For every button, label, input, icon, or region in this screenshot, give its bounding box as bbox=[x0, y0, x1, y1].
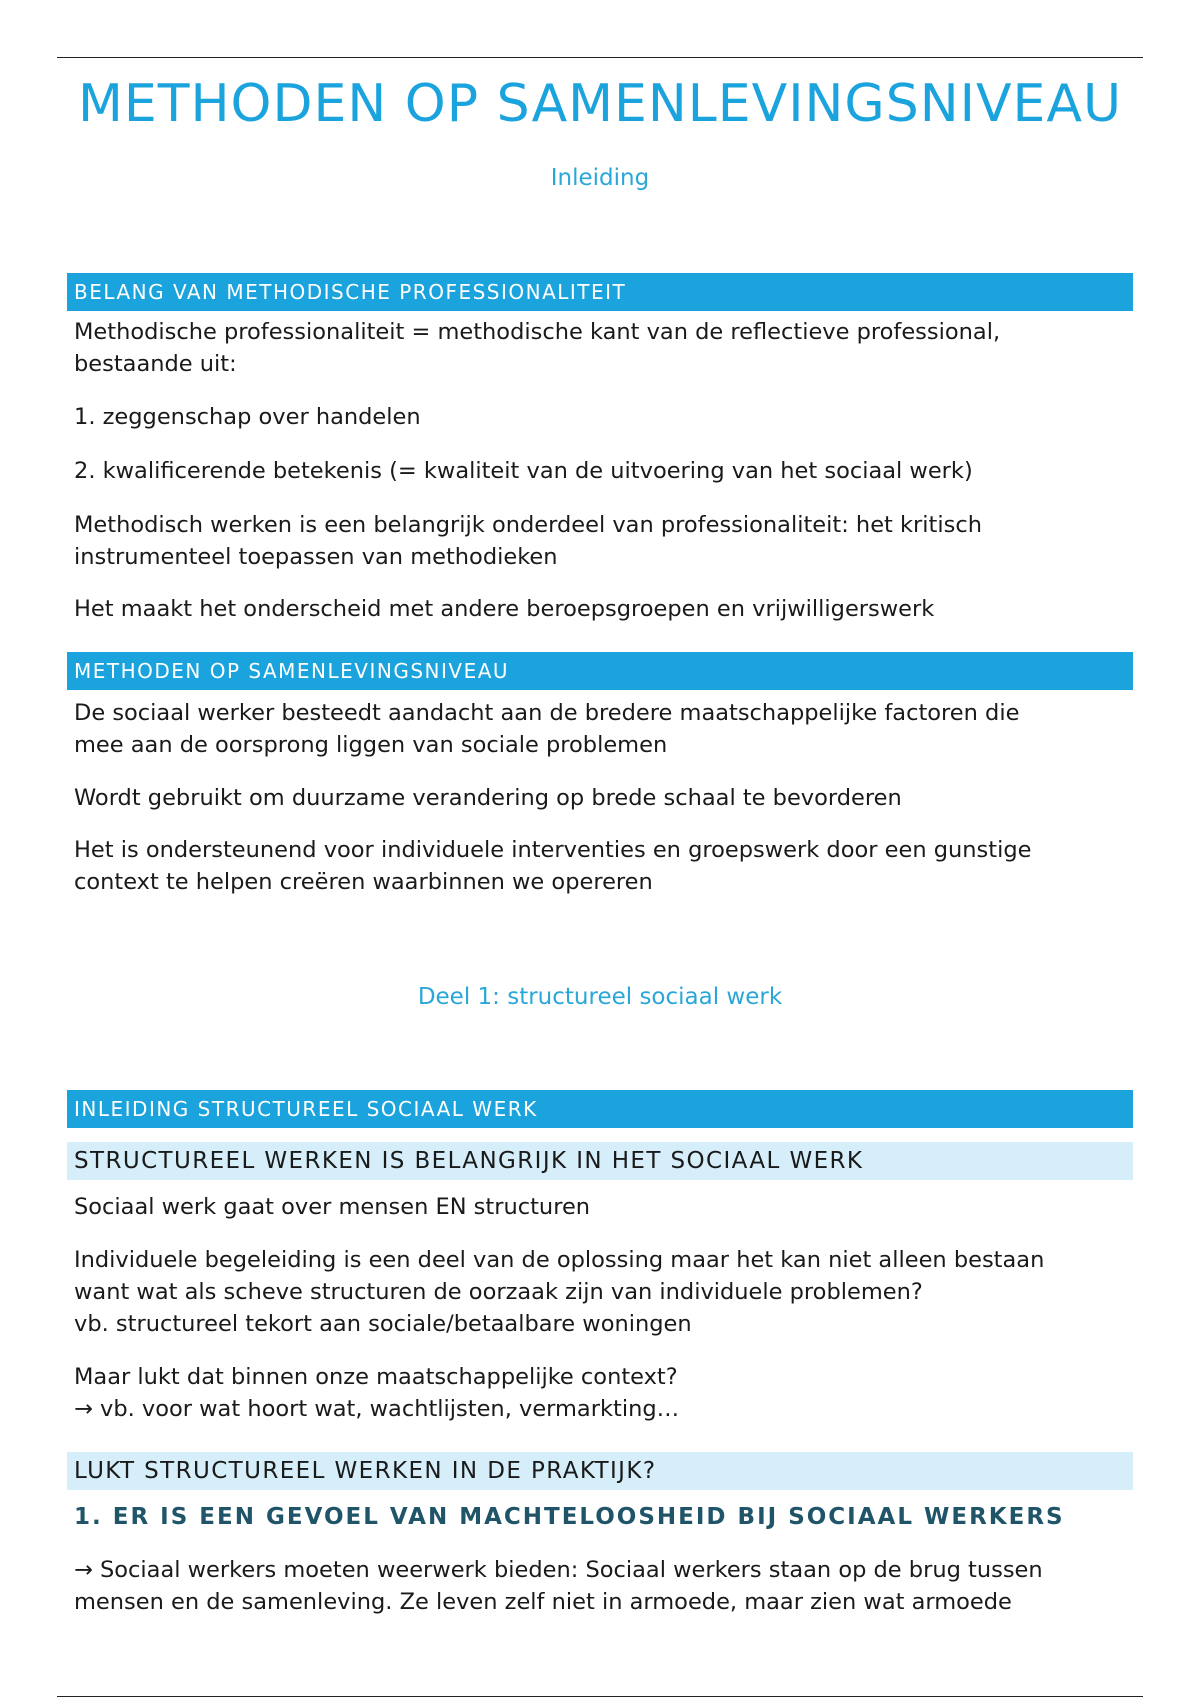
paragraph-line: Individuele begeleiding is een deel van de oplossing maar het kan niet alleen bestaan bbox=[74, 1247, 1045, 1273]
section-heading-belang: BELANG VAN METHODISCHE PROFESSIONALITEIT bbox=[67, 273, 1133, 311]
paragraph-line: Het is ondersteunend voor individuele interventies en groepswerk door een gunstige bbox=[74, 837, 1032, 863]
subsection-heading: LUKT STRUCTUREEL WERKEN IN DE PRAKTIJK? bbox=[67, 1452, 1133, 1490]
paragraph-line: context te helpen creëren waarbinnen we opereren bbox=[74, 869, 653, 895]
paragraph-line: mensen en de samenleving. Ze leven zelf niet in armoede, maar zien wat armoede bbox=[74, 1589, 1012, 1615]
paragraph-line: Het maakt het onderscheid met andere beroepsgroepen en vrijwilligerswerk bbox=[74, 596, 935, 622]
section-heading-methoden: METHODEN OP SAMENLEVINGSNIVEAU bbox=[67, 652, 1133, 690]
paragraph-line: Wordt gebruikt om duurzame verandering op brede schaal te bevorderen bbox=[74, 785, 902, 811]
paragraph-line: → vb. voor wat hoort wat, wachtlijsten, vermarkting… bbox=[74, 1396, 680, 1422]
list-item: 1. zeggenschap over handelen bbox=[74, 404, 421, 430]
paragraph-line: Methodisch werken is een belangrijk onderdeel van professionaliteit: het kritisch bbox=[74, 512, 982, 538]
part-title: Deel 1: structureel sociaal werk bbox=[417, 984, 783, 1010]
paragraph-line: Maar lukt dat binnen onze maatschappelijke context? bbox=[74, 1364, 678, 1390]
top-rule bbox=[57, 57, 1143, 58]
subsection-heading: STRUCTUREEL WERKEN IS BELANGRIJK IN HET SOCIAAL WERK bbox=[67, 1142, 1133, 1180]
paragraph-line: instrumenteel toepassen van methodieken bbox=[74, 544, 558, 570]
paragraph-line: want wat als scheve structuren de oorzaak zijn van individuele problemen? bbox=[74, 1279, 923, 1305]
paragraph-line: De sociaal werker besteedt aandacht aan de bredere maatschappelijke factoren die bbox=[74, 700, 1020, 726]
bottom-rule bbox=[57, 1696, 1143, 1697]
section-heading-inleiding: INLEIDING STRUCTUREEL SOCIAAL WERK bbox=[67, 1090, 1133, 1128]
paragraph-line: → Sociaal werkers moeten weerwerk bieden: Sociaal werkers staan op de brug tussen bbox=[74, 1557, 1043, 1583]
document-subtitle: Inleiding bbox=[550, 165, 650, 191]
paragraph-line: Methodische professionaliteit = methodische kant van de reflectieve professional, bbox=[74, 319, 1001, 345]
paragraph-line: vb. structureel tekort aan sociale/betaalbare woningen bbox=[74, 1311, 692, 1337]
paragraph-line: bestaande uit: bbox=[74, 351, 237, 377]
document-title: METHODEN OP SAMENLEVINGSNIVEAU bbox=[77, 74, 1123, 134]
paragraph-line: Sociaal werk gaat over mensen EN structuren bbox=[74, 1194, 591, 1220]
paragraph-line: mee aan de oorsprong liggen van sociale problemen bbox=[74, 732, 668, 758]
list-item: 2. kwalificerende betekenis (= kwaliteit van de uitvoering van het sociaal werk) bbox=[74, 458, 973, 484]
numbered-heading: 1. ER IS EEN GEVOEL VAN MACHTELOOSHEID BIJ SOCIAAL WERKERS bbox=[74, 1504, 1065, 1530]
